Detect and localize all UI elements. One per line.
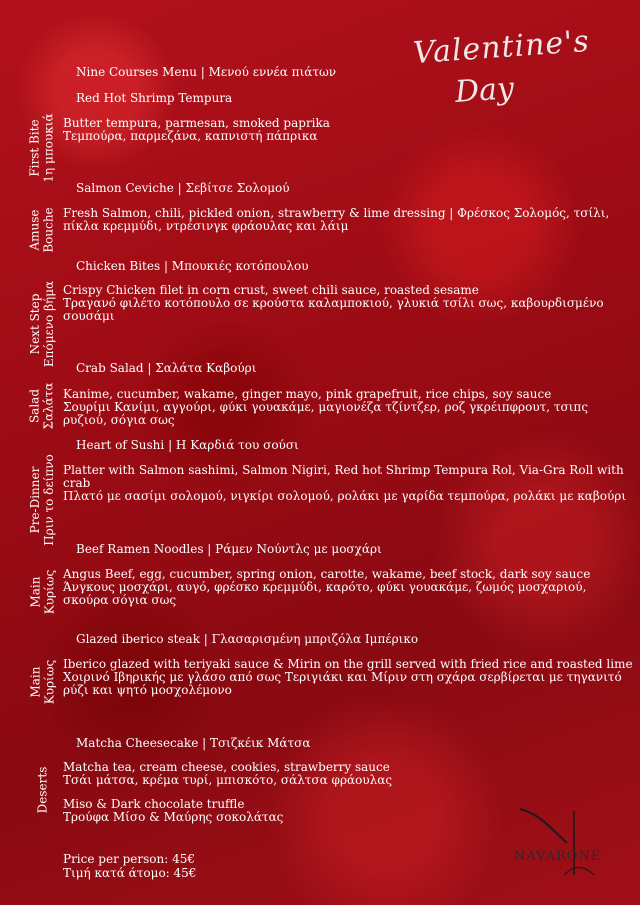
course-desc-1 — [63, 117, 633, 143]
section-label-en: Salad — [28, 388, 43, 424]
desc-line: Miso & Dark chocolate truffle — [63, 797, 245, 811]
course-desc-7 — [63, 658, 633, 697]
section-label-en: Next Step — [28, 293, 42, 355]
section-label-6 — [22, 560, 62, 624]
section-label-4 — [22, 378, 62, 434]
section-label-1 — [22, 110, 62, 186]
course-desc-2 — [63, 207, 633, 233]
logo-mark-icon — [512, 805, 622, 885]
desc-line: Τραγανό φιλέτο κοτόπουλο σε κρούστα καλαμποκιού, γλυκιά τσίλι σως, καβουρδισμένο σουσάμι — [63, 296, 604, 323]
price-en: Price per person: 45€ — [63, 852, 196, 866]
desc-line: Άνγκους μοσχάρι, αυγό, φρέσκο κρεμμύδι, καρότο, φύκι γουακάμε, ζωμός μοσχαριού, σκούρα σόγια σως — [63, 580, 587, 607]
navarone-logo-icon — [512, 805, 622, 885]
course-title-6: Beef Ramen Noodles | Ράμεν Νούντλς με μοσχάρι — [76, 542, 382, 556]
course-title-8: Matcha Cheesecake | Τσιζκέικ Μάτσα — [76, 736, 311, 750]
desc-line: Platter with Salmon sashimi, Salmon Nigiri, Red hot Shrimp Tempura Rol, Via-Gra Roll with crab — [63, 463, 624, 490]
logo-text: NAVARONE — [514, 849, 602, 864]
title-line-1: Valentine's — [411, 23, 591, 72]
desc-line: Τρούφα Μίσο & Μαύρης σοκολάτας — [63, 810, 284, 824]
valentines-day-title — [405, 25, 605, 120]
course-desc-4 — [63, 388, 633, 427]
course-title-3: Chicken Bites | Μπουκιές κοτόπουλου — [76, 259, 309, 273]
desc-line: Iberico glazed with teriyaki sauce & Mirin on the grill served with fried rice and roasted lime — [63, 657, 633, 671]
desc-line: Τεμπούρα, παρμεζάνα, καπνιστή πάπρικα — [63, 129, 318, 143]
course-desc-5 — [63, 464, 633, 503]
section-label-gr: Bouche — [42, 207, 57, 253]
section-label-7 — [22, 650, 62, 714]
price-block — [63, 852, 196, 880]
section-label-gr: Σαλάτα — [42, 382, 57, 430]
section-label-3 — [22, 278, 62, 370]
section-label-gr: Επόμενο βήμα — [42, 280, 56, 368]
desc-line: Crispy Chicken filet in corn crust, sweet chili sauce, roasted sesame — [63, 283, 479, 297]
section-label-gr: 1η μπουκιά — [42, 113, 56, 183]
course-desc-3 — [63, 284, 633, 323]
section-label-en: Main — [28, 576, 42, 608]
desc-line: Χοιρινό Ιβηρικής με γλάσο από σως Τεριγιάκι και Μίριν στη σχάρα σερβίρεται με τηγανιτό ρύζι και ψητό μοσχολέμονο — [63, 670, 622, 697]
desc-line: Butter tempura, parmesan, smoked paprika — [63, 116, 330, 130]
desc-line: Σουρίμι Κανίμι, αγγούρι, φύκι γουακάμε, μαγιονέζα τζίντζερ, ροζ γκρέιπφρουτ, τσιπς ρυζιού, σόγια σως — [63, 400, 589, 427]
desc-line: Τσάι μάτσα, κρέμα τυρί, μπισκότο, σάλτσα φράουλας — [63, 773, 393, 787]
section-label-8 — [22, 755, 62, 825]
section-label-gr: Κυρίως — [42, 569, 56, 615]
course-desc-6 — [63, 568, 633, 607]
course-title-4: Crab Salad | Σαλάτα Καβούρι — [76, 361, 257, 375]
section-label-2 — [22, 198, 62, 262]
section-label-en: Pre-Dinner — [28, 466, 43, 534]
section-label-gr: Κυρίως — [42, 659, 56, 705]
desc-line: Fresh Salmon, chili, pickled onion, strawberry & lime dressing | Φρέσκος Σολομός, τσίλι, πίκλα κρεμμύδι, ντρέσινγκ φράουλας και λάιμ — [63, 206, 610, 233]
course-title-5: Heart of Sushi | Η Καρδιά του σούσι — [76, 438, 299, 452]
section-label-en: Main — [28, 666, 42, 698]
price-gr: Τιμή κατά άτομο: 45€ — [63, 866, 197, 880]
desc-line: Angus Beef, egg, cucumber, spring onion, carotte, wakame, beef stock, dark soy sauce — [63, 567, 591, 581]
menu-title: Nine Courses Menu | Μενού εννέα πιάτων — [76, 65, 337, 79]
course-title-2: Salmon Ceviche | Σεβίτσε Σολομού — [76, 181, 290, 195]
section-label-en: Deserts — [35, 766, 50, 814]
section-label-gr: Πριν το δείπνο — [42, 454, 57, 546]
section-label-en: First Bite — [28, 119, 42, 177]
desc-line: Matcha tea, cream cheese, cookies, strawberry sauce — [63, 760, 390, 774]
course-title-1: Red Hot Shrimp Tempura — [76, 91, 233, 105]
course-title-7: Glazed iberico steak | Γλασαρισμένη μπριζόλα Ιμπέρικο — [76, 632, 419, 646]
section-label-5 — [22, 455, 62, 545]
desc-line: Kanime, cucumber, wakame, ginger mayo, pink grapefruit, rice chips, soy sauce — [63, 387, 552, 401]
section-label-en: Amuse — [28, 209, 43, 251]
desc-line: Πλατό με σασίμι σολομού, νιγκίρι σολομού, ρολάκι με γαρίδα τεμπούρα, ρολάκι με καβούρι — [63, 489, 627, 503]
title-line-2: Day — [453, 70, 516, 111]
